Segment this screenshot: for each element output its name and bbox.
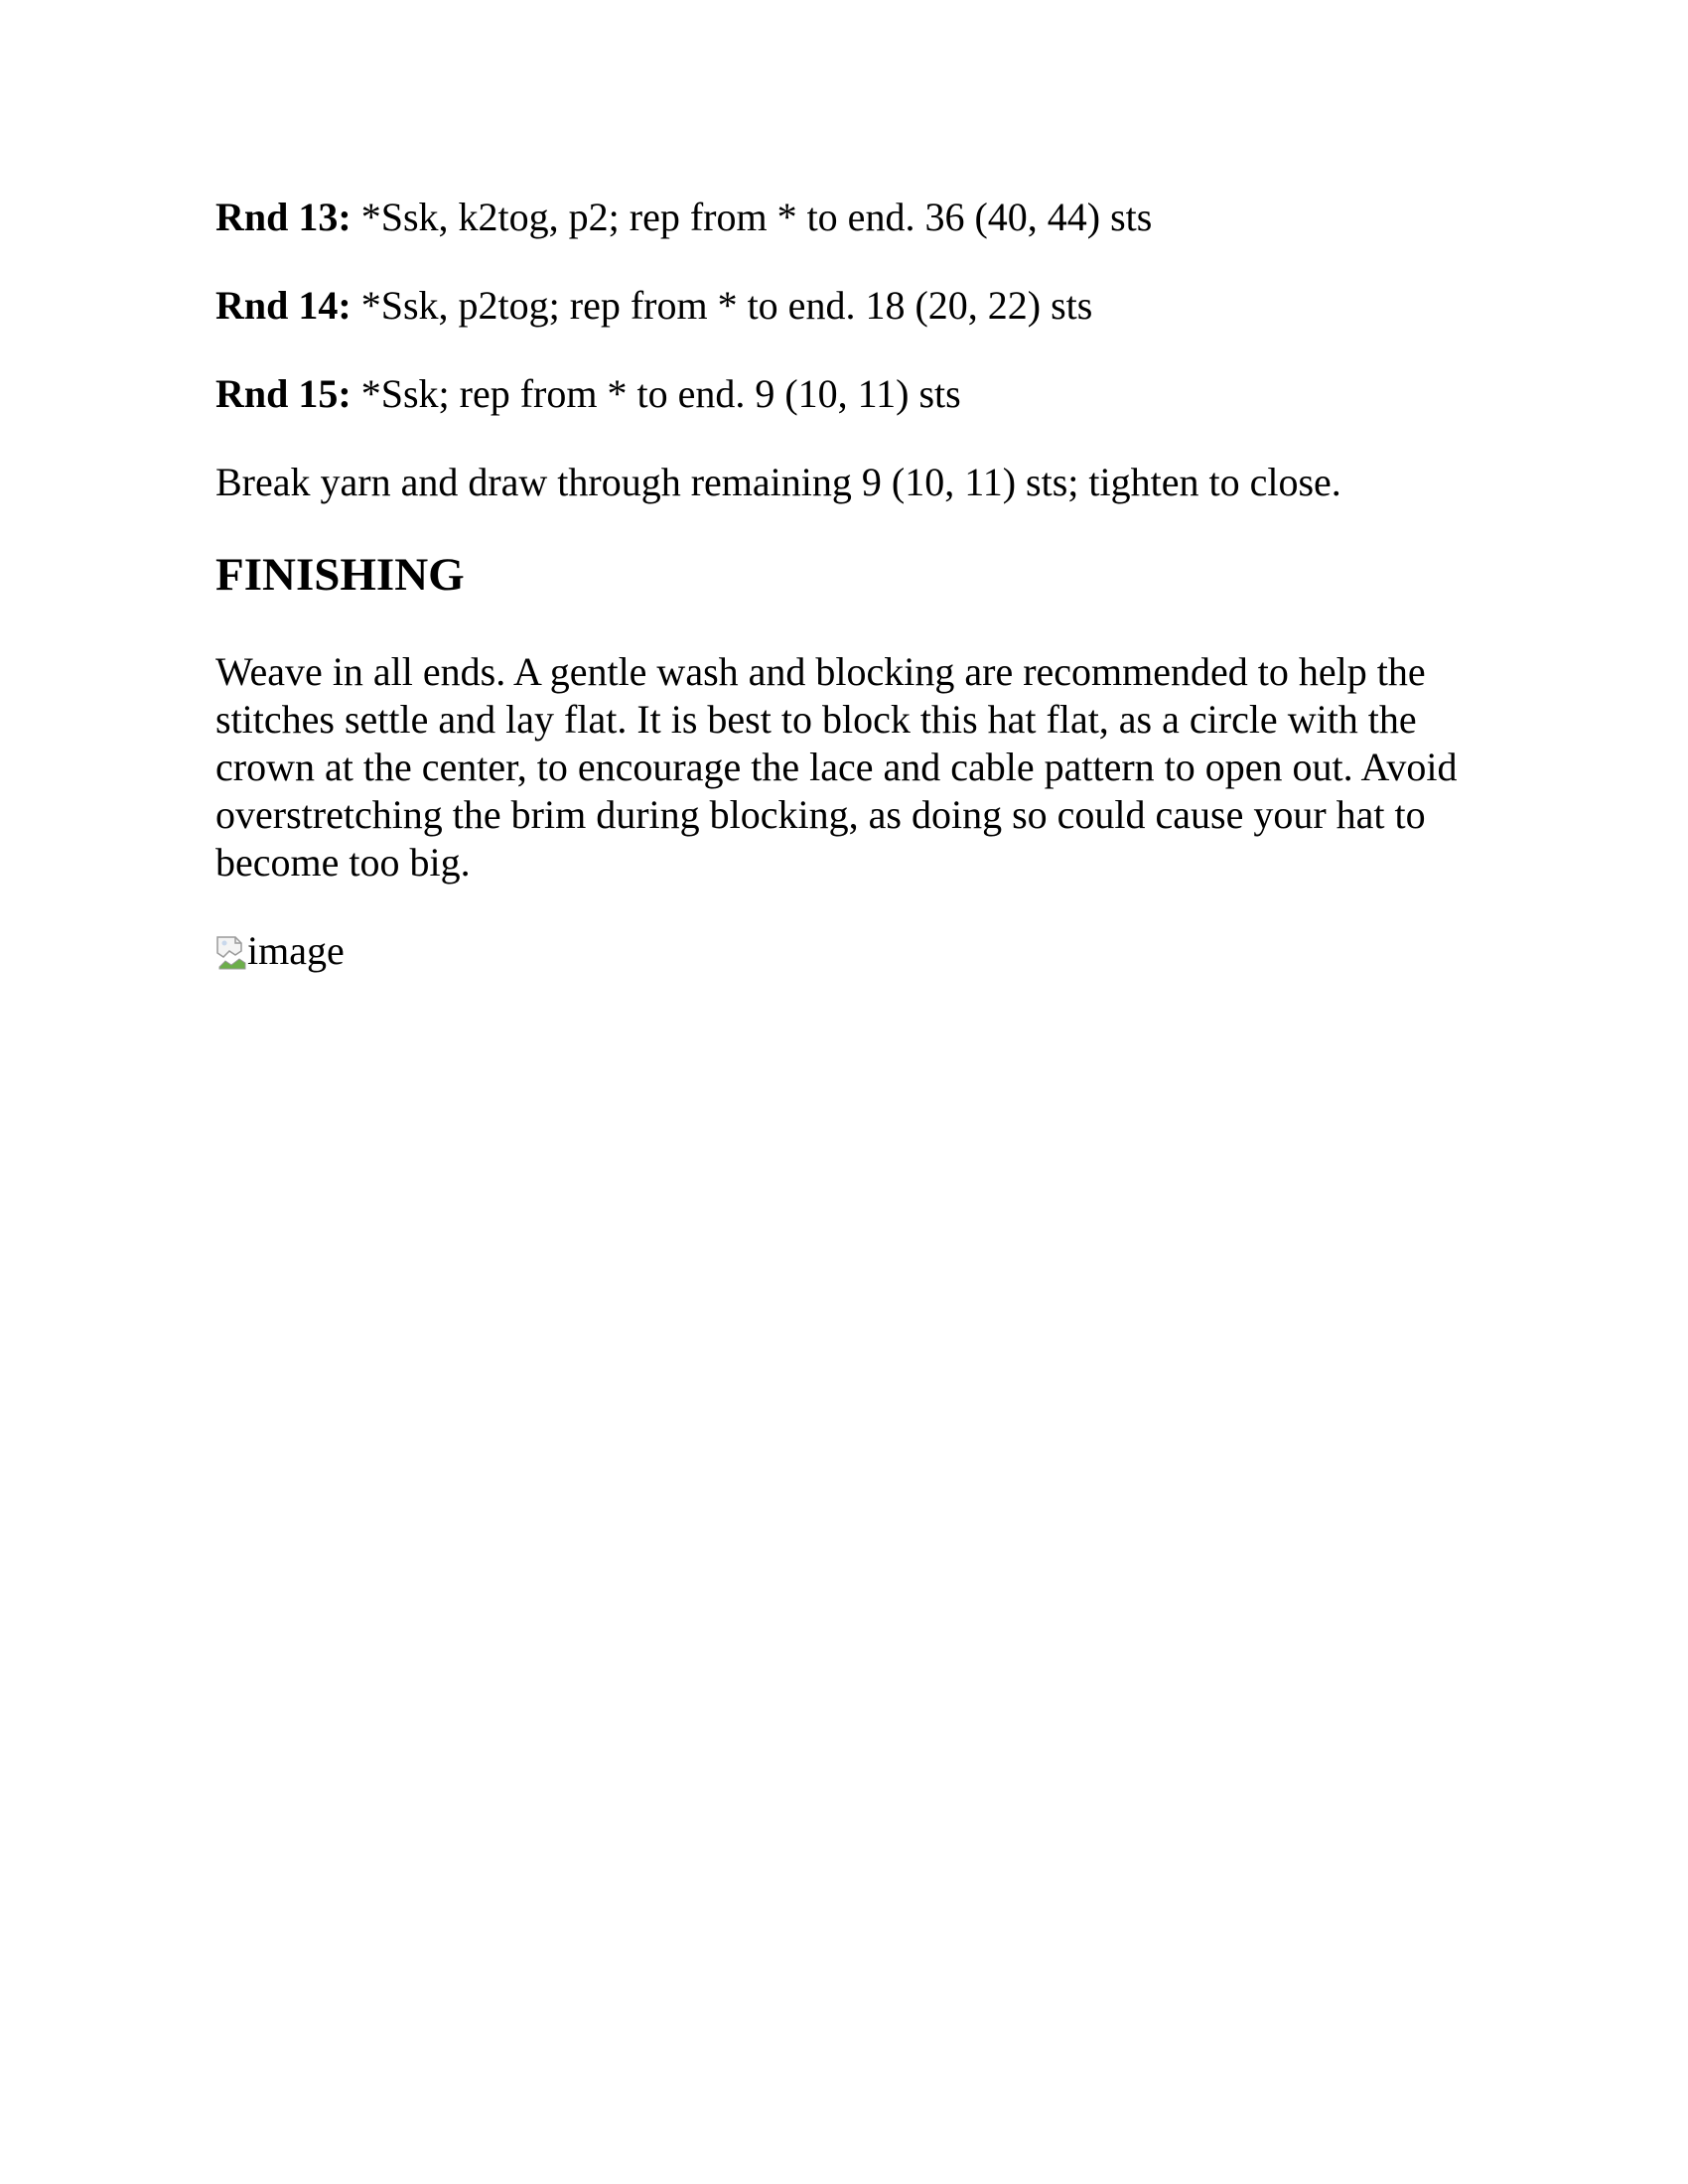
round-14-text: *Ssk, p2tog; rep from * to end. 18 (20, 22) sts (351, 283, 1093, 328)
round-15-label: Rnd 15: (215, 371, 352, 416)
round-15-text: *Ssk; rep from * to end. 9 (10, 11) sts (351, 371, 961, 416)
round-14-label: Rnd 14: (215, 283, 352, 328)
document-page (215, 194, 1496, 976)
broken-image (215, 927, 345, 975)
finishing-heading: FINISHING (215, 549, 465, 601)
round-15 (215, 370, 1496, 418)
round-13 (215, 194, 1496, 241)
finishing-body: Weave in all ends. A gentle wash and blocking are recommended to help the stitches settle and lay flat. It is best to block this hat flat, as a circle with the crown at the center, to encourage the lace and cable pattern to open out. Avoid overstretching the brim during blocking, as doing so could cause your hat to become too big. (215, 649, 1458, 885)
round-13-label: Rnd 13: (215, 195, 352, 239)
closing-instruction: Break yarn and draw through remaining 9 (10, 11) sts; tighten to close. (215, 460, 1341, 504)
round-14 (215, 282, 1496, 330)
image-alt-text: image (247, 928, 345, 973)
broken-image-icon (215, 931, 247, 971)
round-13-text: *Ssk, k2tog, p2; rep from * to end. 36 (40, 44) sts (351, 195, 1153, 239)
